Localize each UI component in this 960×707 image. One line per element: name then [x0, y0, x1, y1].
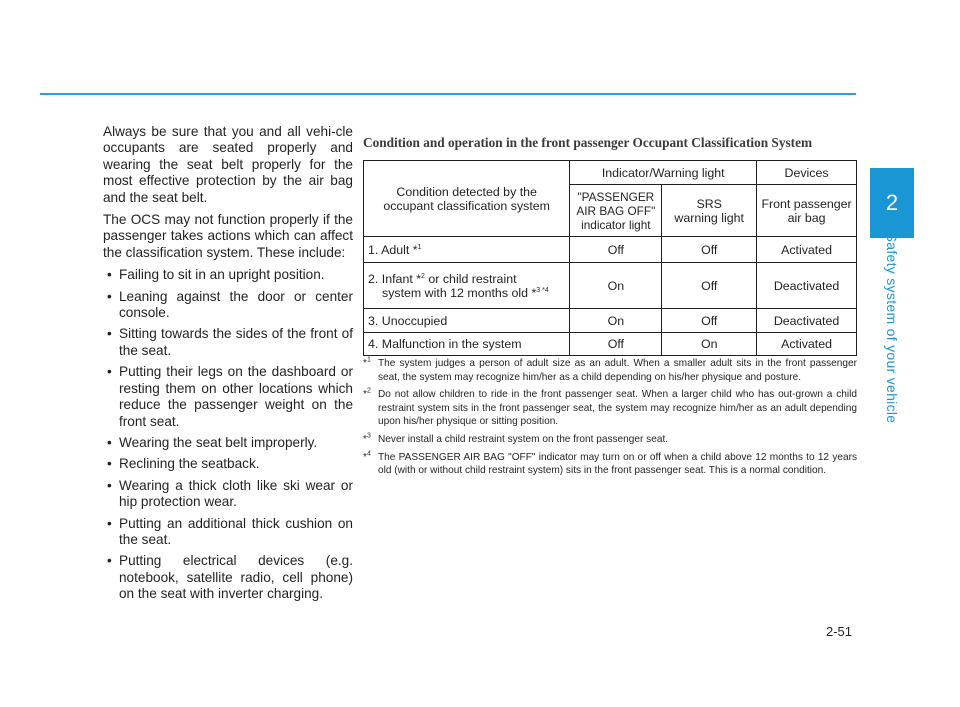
list-item: • Putting their legs on the dashboard or resting them on other locations which reduce the passenger weight on the front seat. [107, 364, 353, 429]
row-condition: 2. Infant *$^2$ or child restraint system with 12 months old *$^3$ $^{*4}$ [364, 263, 570, 309]
list-item: • Leaning against the door or center console. [107, 288, 353, 321]
row-pab: On [570, 263, 662, 309]
ocs-table [363, 160, 857, 356]
left-column [103, 124, 353, 608]
footnote [363, 357, 857, 384]
footnote-marker: *$^1$ [363, 356, 371, 369]
header-pab-indicator: "PASSENGER AIR BAG OFF" indicator light [570, 185, 662, 237]
page-number: 2-51 [826, 624, 853, 639]
list-item: • Sitting towards the sides of the front of the seat. [107, 326, 353, 358]
footnotes [363, 357, 857, 482]
footnote-marker: *$^3$ [363, 432, 371, 445]
row-srs: Off [662, 237, 757, 263]
conditions-list [103, 267, 353, 602]
row-condition: 1. Adult *$^1$ [364, 237, 570, 263]
footnote-text: The PASSENGER AIR BAG "OFF" indicator may turn on or off when a child above 12 months to 12 years old (with or without child restraint system) sits in the front passenger seat. This is a normal condition. [378, 451, 857, 477]
footnote-marker: *$^4$ [363, 450, 371, 463]
row-srs: Off [662, 263, 757, 309]
table-row [364, 309, 857, 333]
row-srs: Off [662, 309, 757, 333]
list-item: • Wearing the seat belt improperly. [107, 434, 318, 450]
footnote-text: Never install a child restraint system on the front passenger seat. [378, 433, 669, 445]
list-item: • Putting an additional thick cushion on the seat. [107, 515, 353, 547]
header-rule [40, 93, 856, 95]
bullet-icon: • [107, 288, 112, 304]
footnote [363, 388, 857, 429]
bullet-icon: • [107, 364, 112, 380]
footnote [363, 451, 857, 478]
list-item: • Putting electrical devices (e.g. notebook, satellite radio, cell phone) on the seat with inverter charging. [107, 553, 353, 602]
chapter-tab [870, 168, 914, 238]
table-row [364, 237, 857, 263]
table-row [364, 333, 857, 356]
row-condition: 3. Unoccupied [364, 309, 570, 333]
bullet-icon: • [107, 326, 112, 342]
row-airbag: Activated [757, 333, 857, 356]
row-airbag: Deactivated [757, 309, 857, 333]
header-condition: Condition detected by the occupant classification system [364, 161, 570, 237]
bullet-icon: • [107, 553, 112, 569]
footnote [363, 433, 857, 447]
ocs-paragraph: The OCS may not function properly if the passenger takes actions which can affect the classification system. These include: [103, 212, 353, 260]
row-pab: On [570, 309, 662, 333]
row-pab: Off [570, 333, 662, 356]
bullet-icon: • [107, 515, 112, 531]
list-item: • Wearing a thick cloth like ski wear or hip protection wear. [107, 477, 353, 510]
table-header-row [364, 161, 857, 185]
bullet-icon: • [107, 477, 112, 493]
section-heading: Condition and operation in the front passenger Occupant Classification System [363, 135, 813, 150]
row-airbag: Deactivated [757, 263, 857, 309]
bullet-icon: • [107, 267, 112, 283]
footnote-marker: *$^2$ [363, 387, 371, 401]
chapter-title: Safety system of your vehicle [884, 232, 900, 424]
header-indicator-group: Indicator/Warning light [570, 161, 757, 185]
list-item: • Reclining the seatback. [107, 456, 260, 472]
bullet-icon: • [107, 434, 112, 450]
row-pab: Off [570, 237, 662, 263]
row-condition: 4. Malfunction in the system [364, 333, 570, 356]
row-srs: On [662, 333, 757, 356]
header-front-airbag: Front passenger air bag [757, 185, 857, 237]
header-devices: Devices [757, 161, 857, 185]
chapter-number: 2 [885, 190, 899, 215]
bullet-icon: • [107, 456, 112, 472]
table-row [364, 263, 857, 309]
row-airbag: Activated [757, 237, 857, 263]
footnote-text: The system judges a person of adult size as an adult. When a smaller adult sits in the front passenger seat, the system may recognize him/her as a child depending on his/her physique and posture. [378, 358, 857, 383]
chapter-side-label [870, 232, 914, 424]
list-item: • Failing to sit in an upright position. [107, 267, 325, 283]
footnote-text: Do not allow children to ride in the front passenger seat. When a larger child who has out-grown a child restraint system sits in the front passenger seat, the system may recognize him/her as an adult depending upon his/her physique or sitting position. [378, 389, 857, 428]
header-srs-light: SRS warning light [662, 185, 757, 237]
intro-paragraph: Always be sure that you and all vehi-cle occupants are seated properly and wearing the seat belt properly for the most effective protection by the air bag and the seat belt. [103, 124, 353, 205]
